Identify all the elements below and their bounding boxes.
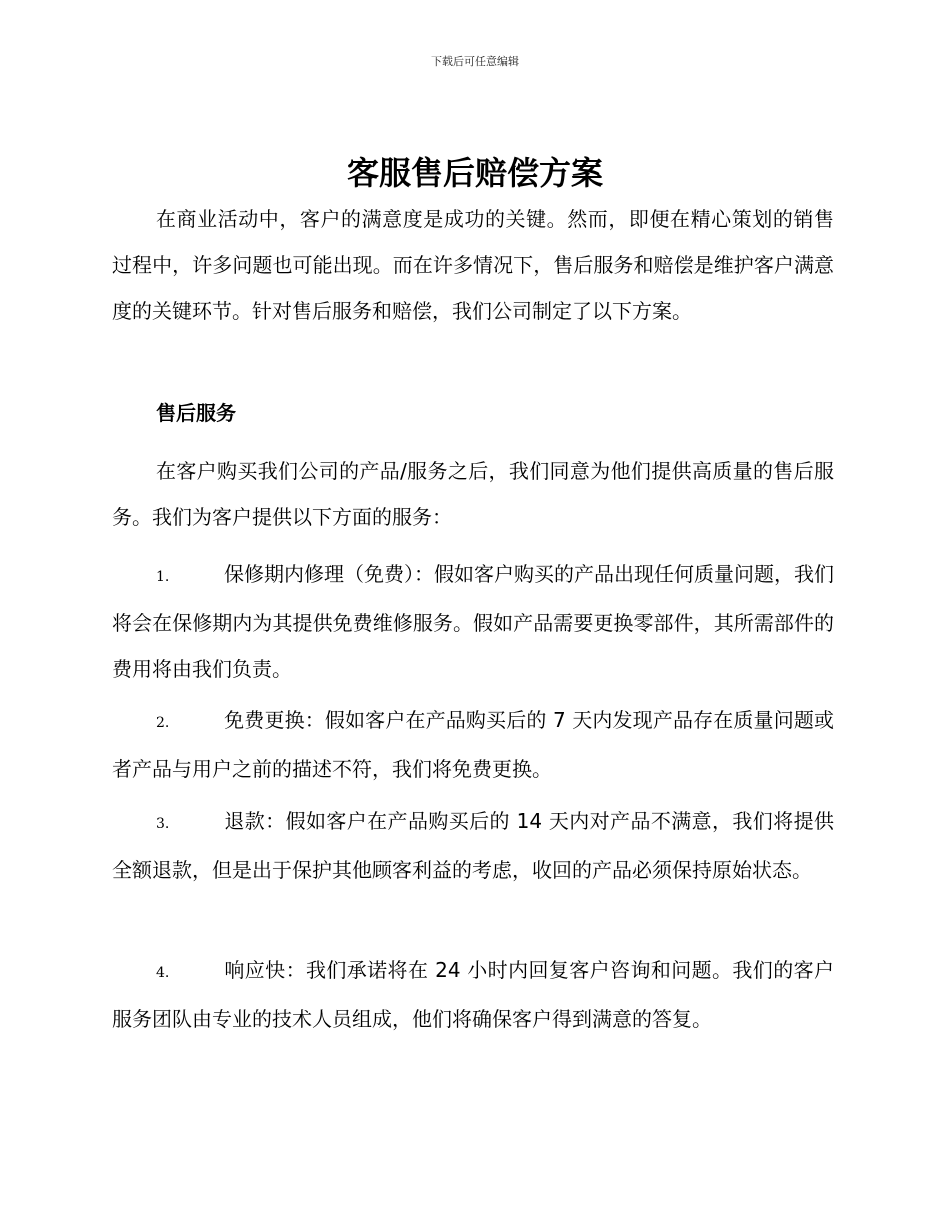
list-item-text: 保修期内修理（免费）：假如客户购买的产品出现任何质量问题，我们将会在保修期内为其提供免费维修服务。假如产品需要更换零部件，其所需部件的费用将由我们负责。 (112, 562, 834, 681)
list-item-text: 退款：假如客户在产品购买后的 14 天内对产品不满意，我们将提供全额退款，但是出于保护其他顾客利益的考虑，收回的产品必须保持原始状态。 (112, 809, 834, 882)
section-intro-paragraph: 在客户购买我们公司的产品/服务之后，我们同意为他们提供高质量的售后服务。我们为客户提供以下方面的服务： (112, 459, 834, 529)
list-item-number: 4. (156, 965, 170, 981)
list-item-number: 3. (156, 816, 170, 832)
document-title: 客服售后赔偿方案 (346, 154, 603, 192)
list-item-text: 响应快：我们承诺将在 24 小时内回复客户咨询和问题。我们的客户服务团队由专业的技术人员组成，他们将确保客户得到满意的答复。 (112, 958, 834, 1031)
list-item (112, 551, 834, 692)
list-item (112, 798, 834, 893)
header-note: 下载后可任意编辑 (431, 55, 519, 68)
list-item-number: 2. (156, 715, 170, 731)
list-item (112, 947, 834, 1042)
intro-paragraph: 在商业活动中，客户的满意度是成功的关键。然而，即便在精心策划的销售过程中，许多问题也可能出现。而在许多情况下，售后服务和赔偿是维护客户满意度的关键环节。针对售后服务和赔偿，我们公司制定了以下方案。 (112, 207, 834, 323)
list-item-number: 1. (156, 569, 170, 585)
list-item-text: 免费更换：假如客户在产品购买后的 7 天内发现产品存在质量问题或者产品与用户之前的描述不符，我们将免费更换。 (112, 708, 834, 781)
list-item (112, 697, 834, 792)
section-heading-after-sales: 售后服务 (156, 401, 236, 425)
